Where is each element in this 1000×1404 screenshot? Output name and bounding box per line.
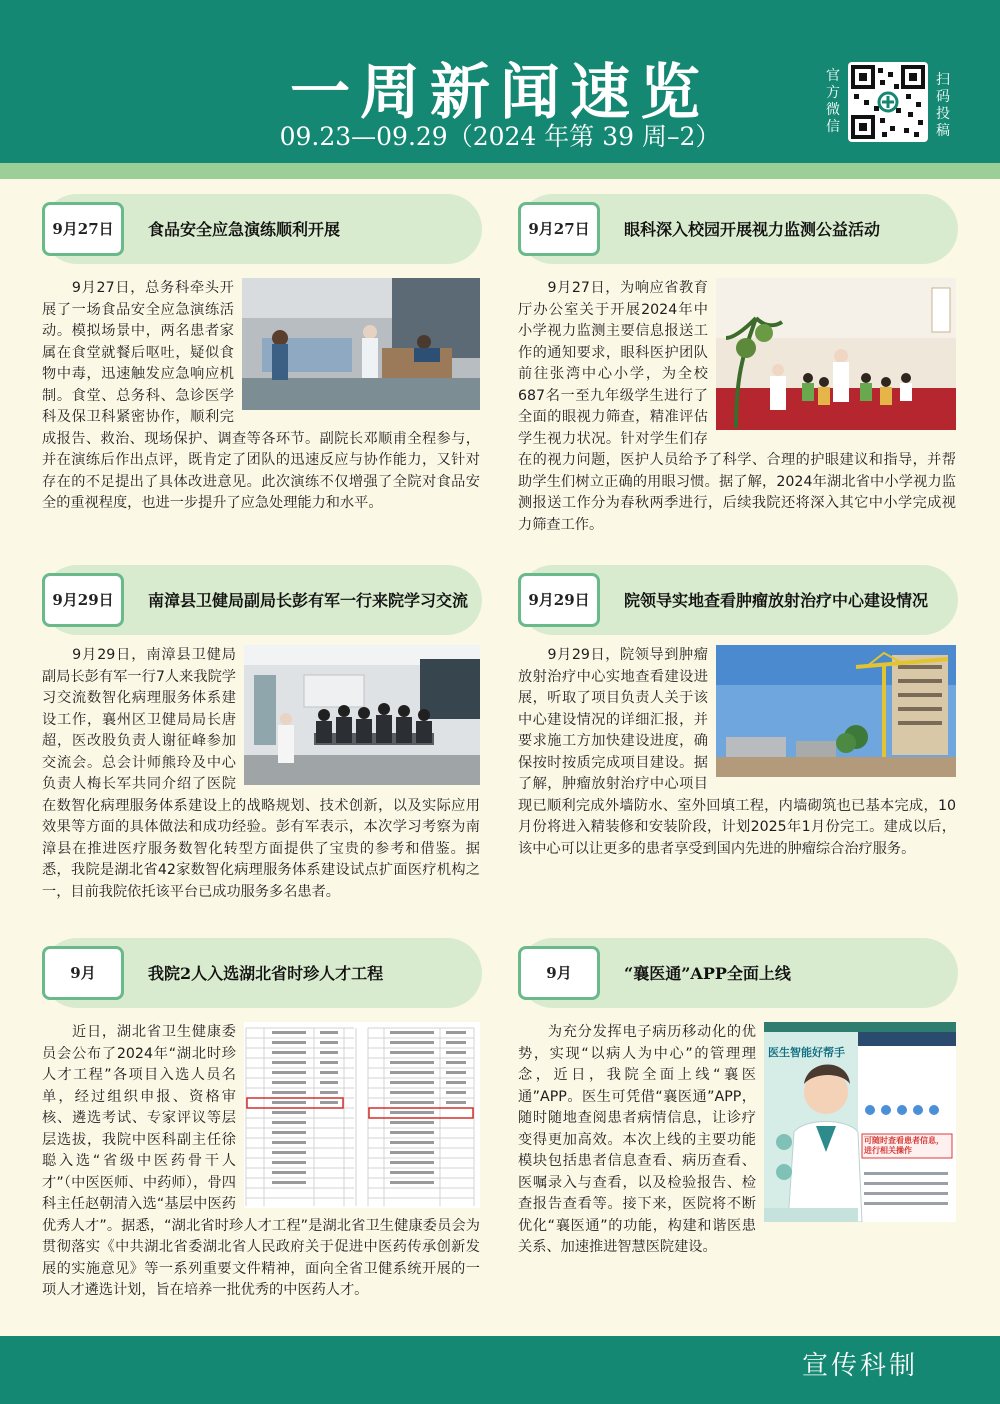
article-date-badge: 9月27日 [518, 202, 600, 256]
article-title: 眼科深入校园开展视力监测公益活动 [624, 219, 881, 239]
article-date-badge: 9月27日 [42, 202, 124, 256]
article-title: 南漳县卫健局副局长彭有军一行来院学习交流 [148, 590, 469, 610]
article-body [42, 1022, 480, 1302]
qr-label-submit: 扫码投稿 [936, 72, 950, 139]
article-text: 9月27日，总务科牵头开展了一场食品安全应急演练活动。模拟场景中，两名患者家属在食堂就餐后呕吐，疑似食物中毒，迅速触发应急响应机制。食堂、总务科、急诊医学科及保卫科紧密协作，顺利完成报告、救治、现场保护、调查等各环节。副院长邓顺甫全程参与，并在演练后作出点评，既肯定了团队的迅速反应与协作能力，又针对存在的不足提出了具体改进意见。此次演练不仅增强了全院对食品安全的重视程度，也进一步提升了应急处理能力和水平。 [42, 280, 480, 511]
article-body [42, 278, 480, 515]
page-footer [0, 1336, 1000, 1404]
article-title: 院领导实地查看肿瘤放射治疗中心建设情况 [624, 590, 929, 610]
photo-talent-list-document [244, 1022, 480, 1208]
article-date-badge: 9月 [518, 946, 600, 1000]
article-text: 为充分发挥电子病历移动化的优势，实现“以病人为中心”的管理理念，近日，我院全面上线“襄医通”APP。医生可凭借“襄医通”APP，随时随地查阅患者病情信息，让诊疗变得更加高效。本次上线的主要功能模块包括患者信息查看、病历查看、医嘱录入与查看，以及检验报告、检查报告查看等。接下来，医院将不断优化“襄医通”的功能，构建和谐医患关系、加速推进智慧医院建设。 [518, 1024, 756, 1255]
photo-construction-site [716, 645, 956, 777]
article-body [518, 278, 956, 536]
article-title: 我院2人入选湖北省时珍人才工程 [148, 963, 384, 983]
page-subtitle: 09.23—09.29（2024 年第 39 周–2） [279, 122, 721, 151]
article-text: 9月29日，院领导到肿瘤放射治疗中心实地查看建设进展，听取了项目负责人关于该中心建设情况的详细汇报，并要求施工方加快建设进度，确保按时按质完成项目建设。据了解，肿瘤放射治疗中心项目现已顺利完成外墙防水、室外回填工程，内墙砌筑也已基本完成，10月份将进入精装修和安装阶段，计划2025年1月份完工。建成以后，该中心可以让更多的患者享受到国内先进的肿瘤综合治疗服务。 [518, 647, 956, 857]
article-date-badge: 9月29日 [518, 573, 600, 627]
article-body [518, 645, 956, 860]
header-band [0, 163, 1000, 179]
article-text: 9月29日，南漳县卫健局副局长彭有军一行7人来我院学习交流数智化病理服务体系建设工作，襄州区卫健局局长唐超，医改股负责人谢征峰参加交流会。总会计师熊玲及中心负责人梅长军共同介绍了医院在数智化病理服务体系建设上的战略规划、技术创新，以及实际应用效果等方面的具体做法和成功经验。彭有军表示，本次学习考察为南漳县在推进医疗服务数智化转型方面提供了宝贵的参考和借鉴。据悉，我院是湖北省42家数智化病理服务体系建设试点扩面医疗机构之一，目前我院依托该平台已成功服务多名患者。 [42, 647, 480, 900]
article-text: 近日，湖北省卫生健康委员会公布了2024年“湖北时珍人才工程”各项目入选人员名单，经过组织申报、资格审核、遴选考试、专家评议等层层选拔，我院中医科副主任徐聪入选“省级中医药骨干人才”（中医医师、中药师），骨四科主任赵朝清入选“基层中医药优秀人才”。据悉，“湖北省时珍人才工程”是湖北省卫生健康委员会为贯彻落实《中共湖北省委湖北省人民政府关于促进中医药传承创新发展的实施意见》等一系列重要文件精神，面向全省卫健系统开展的一项人才遴选计划，旨在培养一批优秀的中医药人才。 [42, 1024, 480, 1298]
photo-food-safety-drill [242, 278, 480, 410]
article-body [518, 1022, 956, 1259]
article-date-badge: 9月 [42, 946, 124, 1000]
photo-exchange-meeting [244, 645, 480, 785]
app-banner-text: 医生智能好帮手 [768, 1046, 845, 1059]
article-text: 9月27日，为响应省教育厅办公室关于开展2024年中小学视力监测主要信息报送工作的通知要求，眼科医护团队前往张湾中心小学，为全校687名一至九年级学生进行了全面的眼视力筛查，精准评估学生视力状况。针对学生们存在的视力问题，医护人员给予了科学、合理的护眼建议和指导，并帮助学生们树立正确的用眼习惯。据了解，2024年湖北省中小学视力监测报送工作分为春秋两季进行，后续我院还将深入其它中小学完成视力筛查工作。 [518, 280, 956, 533]
page-title: 一周新闻速览 [290, 58, 710, 128]
photo-app-screenshot [764, 1022, 956, 1222]
qr-label-wechat: 官方微信 [826, 68, 840, 135]
article-title: “襄医通”APP全面上线 [624, 963, 791, 983]
article-title: 食品安全应急演练顺利开展 [148, 219, 341, 239]
photo-eye-screening [716, 278, 956, 430]
app-tip-text: 可随时查看患者信息，进行相关操作 [864, 1136, 944, 1155]
article-body [42, 645, 480, 903]
article-date-badge: 9月29日 [42, 573, 124, 627]
footer-credit: 宣传科制 [801, 1351, 918, 1381]
qr-code-icon[interactable] [848, 62, 928, 142]
